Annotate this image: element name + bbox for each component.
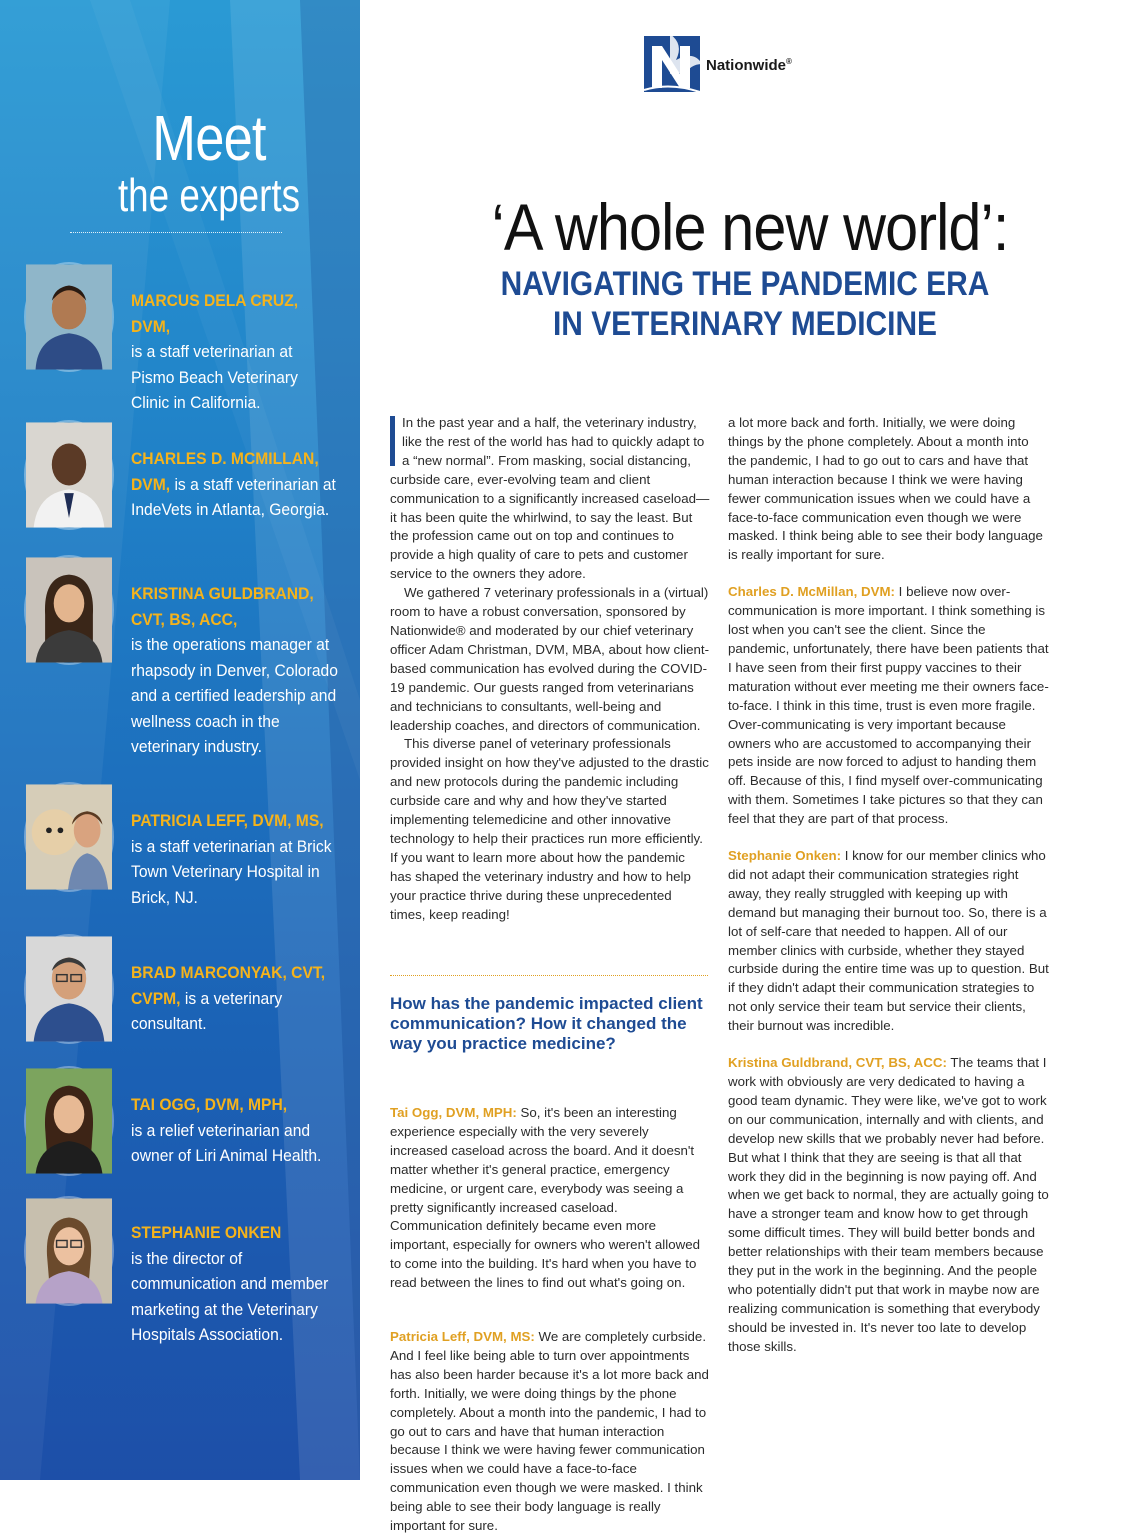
expert-desc: is a relief veterinarian and owner of Liri Animal Health. (131, 1120, 322, 1165)
section-divider (390, 975, 708, 976)
intro-paragraph-1: In the past year and a half, the veterinary industry, like the rest of the world has had to quickly adapt to a “new normal”. From masking, social distancing, curbside care, ever-evolving team and client communication to a significantly increased caseload—it has been quite the whirlwind, to say the least. But the profession came out on top and continues to provide a high quality of care to pets and customer service to the owners they adore. (390, 415, 710, 582)
expert-desc: is a staff veterinarian at IndeVets in Atlanta, Georgia. (131, 474, 336, 519)
speaker-name: Patricia Leff, DVM, MS: (390, 1329, 535, 1344)
answer-text: So, it's been an interesting experience especially with the very severely increased caseload across the board. And it doesn't matter whether it's general practice, emergency medicine, or urgent care, everybody was seeing a pretty significantly increased caseload. Communication definitely became even more important, especially for owners who weren't allowed to come into the building. It's hard when you have to read between the lines to find out what's going on. (390, 1105, 700, 1291)
answer-continuation: a lot more back and forth. Initially, we were doing things by the phone completely. About a month into the pandemic, I had to go out to cars and have that human interaction because I think we were having fewer communication issues when we could have a face-to-face communication even though we were masked. I think being able to see their body language is really important for sure. (728, 415, 1043, 563)
sidebar-title (74, 102, 344, 221)
answer-block-tai (390, 1104, 710, 1293)
answer-block-stephanie: Stephanie Onken: I know for our member clinics who did not adapt their communication strategies right away, they really struggled with keeping up with demand but managing their burnout too. So, there is a lot of self-care that needed to happen. All of our member clinics with curbside, whether they stayed curbside during the entire time was up to question. But if they didn't adapt their communication strategies to not only service their team but service their clients, their burnout was incredible. (728, 848, 1049, 1034)
question-heading: How has the pandemic impacted client communication? How it changed the way you practice medicine? (390, 994, 703, 1053)
expert-name: CHARLES D. MCMILLAN, DVM, (131, 449, 319, 494)
answer-text: We are completely curbside. And I feel like being able to turn over appointments has also been harder because it's a lot more back and forth. Initially, we were doing things by the phone completely. About a month into the pandemic, I had to go out to cars and have that human interaction because I think we were having fewer communication issues when we could have a face-to-face communication even though we were masked. I think being able to see their body language is really important for sure. (390, 1329, 709, 1534)
portrait-icon (26, 1198, 112, 1304)
avatar (24, 782, 114, 892)
portrait-icon (26, 1068, 112, 1174)
subheadline: NAVIGATING THE PANDEMIC ERA IN VETERINARY MEDICINE (500, 265, 990, 343)
expert-desc: is a staff veterinarian at Brick Town Veterinary Hospital in Brick, NJ. (131, 836, 332, 907)
article-column-2 (728, 414, 1050, 1357)
logo-wordmark: Nationwide® (706, 57, 792, 74)
answer-block-charles: Charles D. McMillan, DVM: I believe now over-communication is more important. I think something is lost when you can't see the client. Since the pandemic, unfortunately, there have been patients that I have seen from their first puppy vaccines to their maturation without ever meeting me their owners face-to-face. I think in this time, trust is even more fragile. Over-communicating is very important because owners who are accustomed to accompanying their pets inside are now forced to adjust to handing them off. Because of this, I find myself over-communicating with them. Sometimes I take pictures so that they can feel that they are part of that process. (728, 584, 1049, 827)
portrait-icon (26, 422, 112, 528)
portrait-icon (26, 784, 112, 890)
answer-block-kristina: Kristina Guldbrand, CVT, BS, ACC: The teams that I work with obviously are very dedicated to having a good team dynamic. They were like, we've got to work on our communication, internally and with clients, and develop new skills that we probably never had before. But what I think that they are seeing is that all that work they did in the beginning is now paying off. And when we get back to normal, they are actually going to have a stronger team and know how to get through some difficult times. They will build better bonds and better relationships with their team members because they put in the work in the beginning. And the people who potentially didn't put that work in maybe now are realizing communication is something that everybody should be invested in. It's never too late to develop those skills. (728, 1055, 1049, 1354)
portrait-icon (26, 936, 112, 1042)
avatar (24, 1066, 114, 1176)
portrait-icon (26, 264, 112, 370)
expert-name: KRISTINA GULDBRAND, CVT, BS, ACC, (131, 584, 314, 629)
portrait-icon (26, 557, 112, 663)
expert-desc: is the director of communication and member marketing at the Veterinary Hospitals Association. (131, 1248, 329, 1344)
expert-name: PATRICIA LEFF, DVM, MS, (131, 811, 324, 830)
answer-block-patricia (390, 1328, 710, 1534)
sidebar-title-line2: the experts (117, 169, 301, 221)
intro-paragraph-2: We gathered 7 veterinary professionals in a (virtual) room to have a robust conversation, sponsored by Nationwide® and moderated by our chief veterinary officer Adam Christman, DVM, MBA, about how client-based communication has evolved during the COVID-19 pandemic. Our guests ranged from veterinarians and technicians to consultants, well-being and leadership coaches, and directors of communication. (390, 585, 710, 733)
avatar (24, 1196, 114, 1306)
drop-cap-bar (390, 416, 395, 466)
experts-sidebar (0, 0, 360, 1480)
article-column-1 (390, 414, 710, 924)
avatar (24, 420, 114, 530)
intro-paragraph-3: This diverse panel of veterinary professionals provided insight on how they've adjusted to the drastic and new protocols during the pandemic including curbside care and why and how they've started implementing telemedicine and other innovative technology to help their practices run more efficiently. If you want to learn more about how the pandemic has shaped the veterinary industry and how to help your practice thrive during these unprecedented times, keep reading! (390, 736, 709, 922)
avatar (24, 555, 114, 665)
expert-name: TAI OGG, DVM, MPH, (131, 1095, 288, 1114)
expert-desc: is a staff veterinarian at Pismo Beach Veterinary Clinic in California. (131, 342, 298, 412)
sidebar-title-line1: Meet (152, 102, 266, 174)
expert-name: STEPHANIE ONKEN (131, 1223, 282, 1242)
sidebar-divider (70, 232, 282, 233)
expert-desc: is a veterinary consultant. (131, 988, 283, 1033)
headline: ‘A whole new world’: (491, 190, 1009, 264)
avatar (24, 934, 114, 1044)
avatar (24, 262, 114, 372)
expert-name: BRAD MARCONYAK, CVT, CVPM, (131, 963, 326, 1008)
expert-name: MARCUS DELA CRUZ, DVM, (131, 291, 299, 336)
expert-desc: is the operations manager at rhapsody in Denver, Colorado and a certified leadership and wellness coach in the veterinary industry. (131, 635, 338, 756)
speaker-name: Tai Ogg, DVM, MPH: (390, 1105, 517, 1120)
